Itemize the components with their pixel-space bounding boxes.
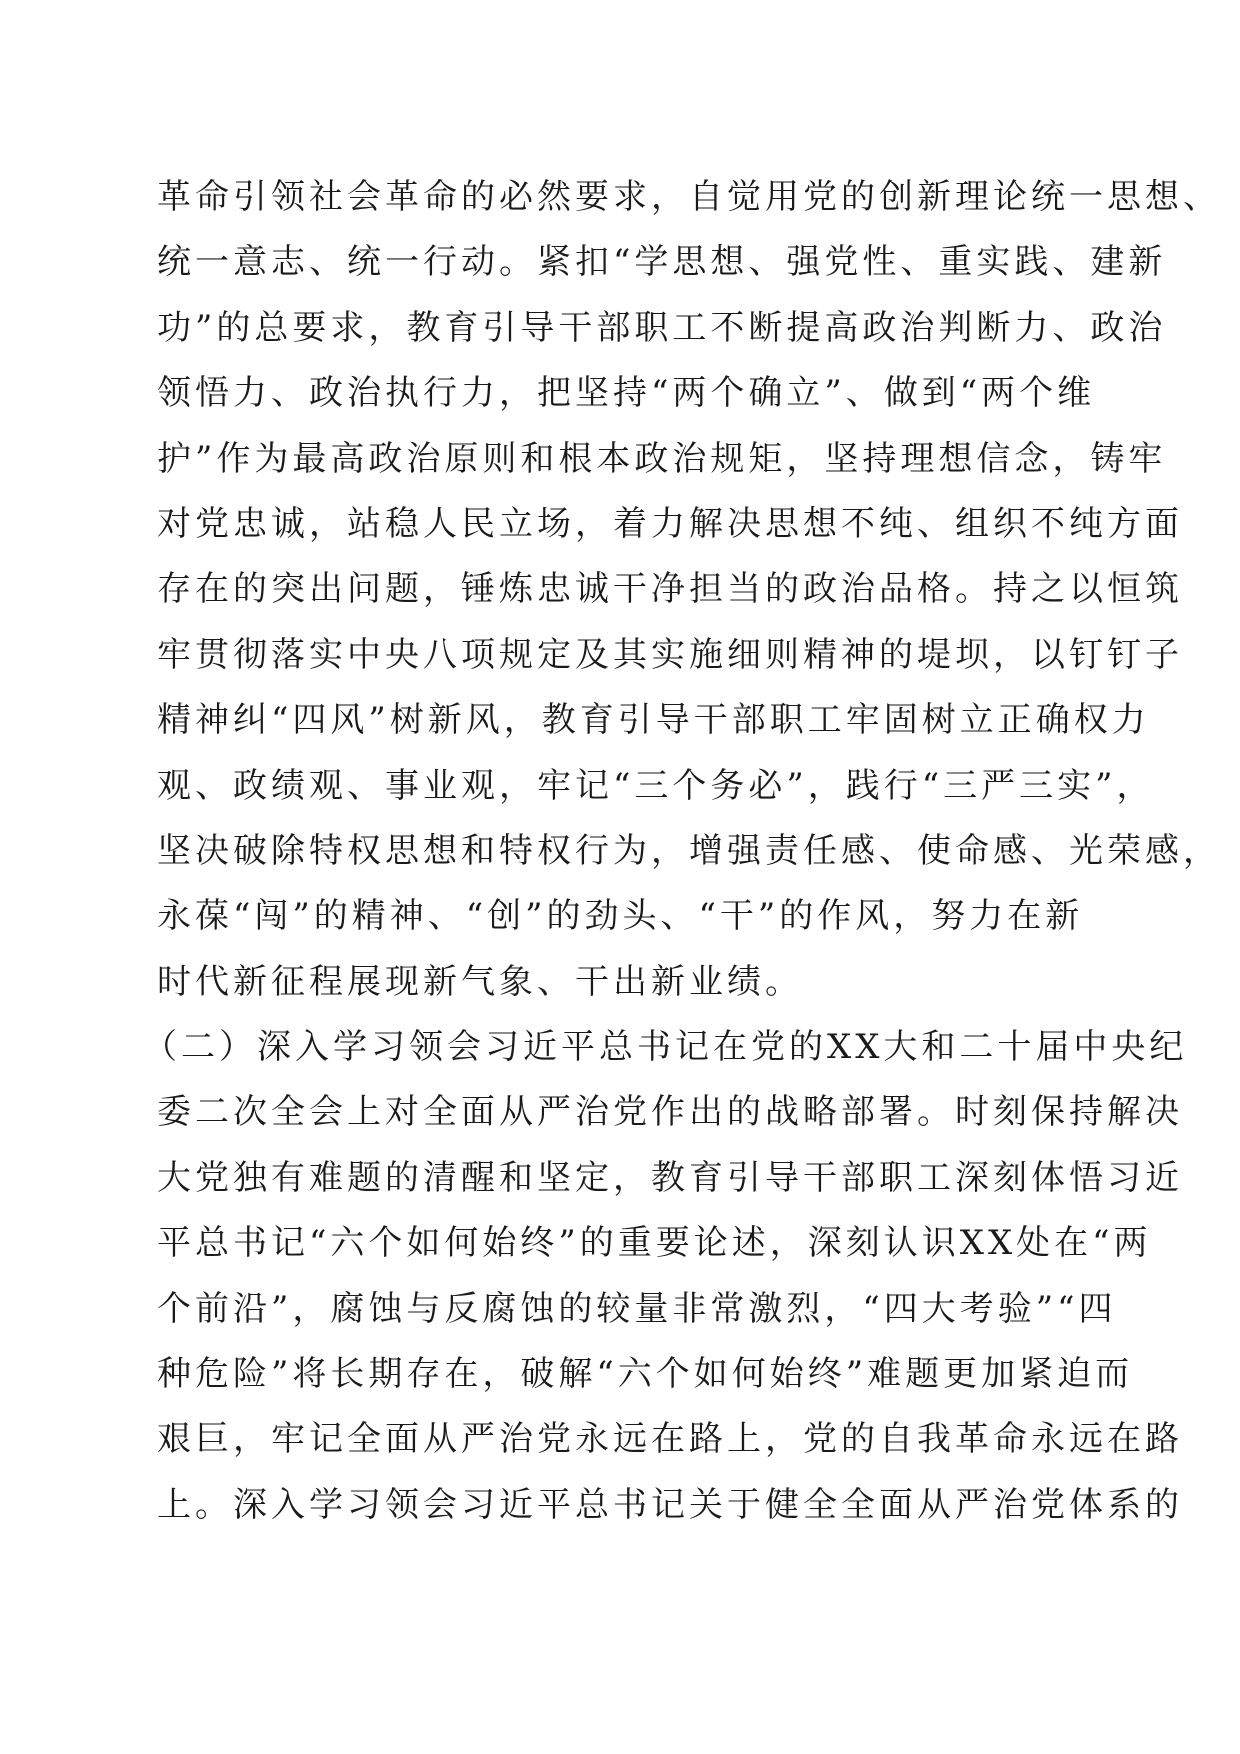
text-line: 上。深入学习领会习近平总书记关于健全全面从严治党体系的 — [157, 1484, 1183, 1525]
text-line: 艰巨，牢记全面从严治党永远在路上，党的自我革命永远在路 — [157, 1419, 1183, 1460]
text-line: 大党独有难题的清醒和坚定，教育引导干部职工深刻体悟习近 — [157, 1157, 1183, 1198]
text-line: 护”作为最高政治原则和根本政治规矩，坚持理想信念，铸牢 — [157, 438, 1167, 479]
text-line: 领悟力、政治执行力，把坚持“两个确立”、做到“两个维 — [157, 373, 1096, 414]
text-line: 牢贯彻落实中央八项规定及其实施细则精神的堤坝，以钉钉子 — [157, 634, 1183, 675]
text-line: 精神纠“四风”树新风，教育引导干部职工牢固树立正确权力 — [157, 700, 1150, 741]
text-line: 时代新征程展现新气象、干出新业绩。 — [157, 961, 803, 1002]
text-line: 功”的总要求，教育引导干部职工不断提高政治判断力、政治 — [157, 307, 1167, 348]
text-line: 种危险”将长期存在，破解“六个如何始终”难题更加紧迫而 — [157, 1354, 1134, 1395]
text-line: 委二次全会上对全面从严治党作出的战略部署。时刻保持解决 — [157, 1092, 1183, 1133]
text-line: 革命引领社会革命的必然要求，自觉用党的创新理论统一思想、 — [157, 177, 1221, 217]
text-line: 存在的突出问题，锤炼忠诚干净担当的政治品格。持之以恒筑 — [157, 569, 1183, 610]
text-line: 平总书记“六个如何始终”的重要论述，深刻认识XX处在“两 — [157, 1223, 1152, 1264]
text-line: 个前沿”，腐蚀与反腐蚀的较量非常激烈，“四大考验”“四 — [157, 1288, 1117, 1329]
document-body — [143, 165, 1221, 1538]
text-line: 对党忠诚，站稳人民立场，着力解决思想不纯、组织不纯方面 — [157, 503, 1183, 544]
text-line: 观、政绩观、事业观，牢记“三个务必”，践行“三严三实”， — [157, 765, 1155, 806]
text-line: 永葆“闯”的精神、“创”的劲头、“干”的作风，努力在新 — [157, 896, 1084, 937]
section-heading-line: （二）深入学习领会习近平总书记在党的XX大和二十届中央纪 — [143, 1027, 1188, 1068]
text-line: 坚决破除特权思想和特权行为，增强责任感、使命感、光荣感， — [157, 830, 1221, 871]
text-line: 统一意志、统一行动。紧扣“学思想、强党性、重实践、建新 — [157, 242, 1167, 283]
